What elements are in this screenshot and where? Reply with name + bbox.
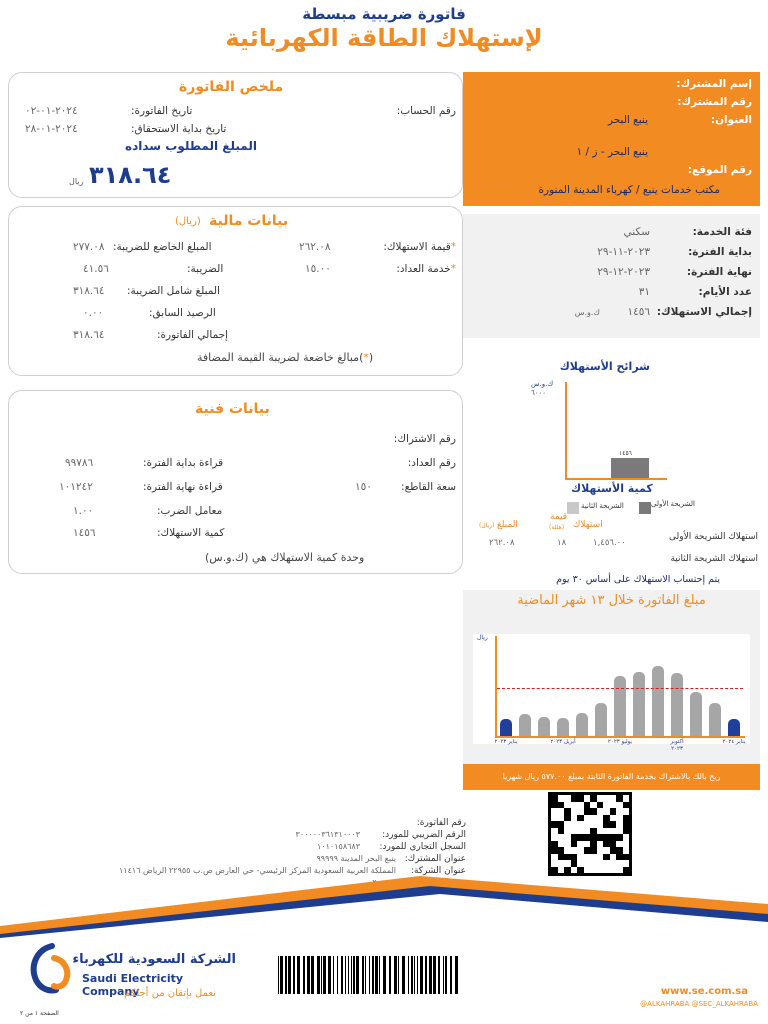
legend-second: الشريحة الثانية (581, 502, 624, 510)
consumption-qty-value: ١٤٥٦ (73, 527, 96, 539)
address-label: العنوان: (710, 114, 752, 126)
location-label: رقم الموقع: (687, 164, 752, 176)
total-consumption-unit: ك.و.س (574, 308, 600, 317)
legend-second-swatch (567, 502, 579, 514)
summary-card (8, 72, 463, 198)
start-reading-label: قراءة بداية الفترة: (143, 457, 224, 469)
col-amount-sub: (ريال) (479, 522, 495, 529)
taxable-value: ٢٧٧.٠٨ (73, 241, 105, 253)
prev-balance-label: الرصيد السابق: (149, 307, 216, 319)
footer-band (0, 866, 768, 946)
row1-label: استهلاك الشريحة الأولى (668, 532, 758, 542)
category-value: سكني (623, 226, 650, 238)
history-bar (576, 713, 588, 736)
history-reference-line (497, 688, 743, 689)
company-name-en: Saudi Electricity Company (82, 972, 184, 998)
history-bar (633, 672, 645, 736)
history-tick-label: يناير ٢٠٢٣ (494, 739, 518, 745)
social-handles: @ALKAHRABA @SEC_ALKAHRABA (640, 1000, 758, 1008)
financial-title-unit: (ريال) (175, 216, 201, 227)
qr-code (548, 792, 632, 876)
financial-card (8, 206, 463, 376)
company-logo (20, 938, 240, 1008)
vat-note: (*)مبالغ خاضعة لضريبة القيمة المضافة (197, 351, 374, 364)
consumption-qty-label: كمية الاستهلاك: (157, 527, 225, 539)
vat-label: الرقم الضريبي للمورد: (382, 830, 466, 840)
history-tick-label: يناير ٢٠٢٤ (722, 739, 746, 745)
history-bar (728, 719, 740, 736)
cr-value: ١٠١٠١٥٨٦٨٣ (317, 842, 360, 851)
col-price-sub: (هللة) (549, 524, 565, 531)
row1-amount: ٢٦٢.٠٨ (489, 538, 515, 548)
invoice-title: لإستهلاك الطاقة الكهربائية (225, 24, 543, 52)
end-reading-value: ١٠١٢٤٢ (59, 481, 93, 493)
days-label: عدد الأيام: (698, 286, 752, 298)
history-ylabel: ريال (477, 634, 488, 641)
tiers-chart (463, 348, 760, 588)
subscription-label: رقم الاشتراك: (393, 433, 456, 445)
end-reading-label: قراءة نهاية الفترة: (143, 481, 223, 493)
history-tick-label: يوليو ٢٠٢٣ (607, 739, 633, 745)
vat-value: ٣٠٠٠٠٠٣٦١٣١٠٠٠٣ (295, 830, 360, 839)
cr-label: السجل التجاري للمورد: (379, 842, 466, 852)
amount-due-label: المبلغ المطلوب سداده (125, 139, 257, 153)
website: www.se.com.sa (660, 986, 748, 997)
col-amount: المبلغ (497, 520, 518, 530)
history-bar (519, 714, 531, 736)
history-tick-label: أكتوبر ٢٠٢٣ (670, 739, 684, 752)
total-consumption-value: ١٤٥٦ (627, 306, 650, 318)
unit-note: وحدة كمية الاستهلاك هي (ك.و.س) (205, 551, 365, 564)
technical-title: بيانات فنية (195, 401, 270, 417)
history-bar (709, 703, 721, 736)
tiers-y-axis (565, 382, 567, 478)
due-date-value: ٢٠٢٤-٠١-٢٨ (25, 123, 78, 135)
account-label: رقم الحساب: (396, 105, 456, 117)
history-bar (500, 719, 512, 736)
page-number: الصفحة ١ من ٢ (20, 1010, 59, 1017)
invoice-date-label: تاريخ الفاتورة: (131, 105, 193, 117)
subscriber-box (463, 72, 760, 206)
meter-service-label: *خدمة العداد: (396, 263, 456, 275)
address-value: ينبع البحر (607, 114, 648, 126)
period-end-label: نهاية الفترة: (686, 266, 752, 278)
tiers-y-max: ٦٠٠٠ (531, 389, 547, 397)
consumption-value-label: *قيمة الاستهلاك: (383, 241, 456, 253)
days-value: ٣١ (638, 286, 650, 298)
technical-card (8, 390, 463, 574)
col-price: قيمة (550, 512, 568, 522)
legend-first-swatch (639, 502, 651, 514)
barcode-bars (278, 956, 488, 994)
company-slogan: نعمل بإتقان من أجلكم (124, 988, 216, 999)
period-end-value: ٢٠٢٣-١٢-٢٩ (597, 266, 650, 278)
company-addr-value: المملكة العربية السعودية المركز الرئيسي- حي العارض ص.ب ٢٢٩٥٥ الرياض ١١٤١٦ (119, 866, 396, 875)
tiers-bar-label: ١٤٥٦ (619, 450, 632, 457)
amount-due-value: ٣١٨.٦٤ (89, 161, 172, 189)
tiers-x-axis (565, 478, 667, 480)
promo-banner: ربح بالك بالاشتراك بخدمة الفاتورة الثابتة بمبلغ ٥٧٧.٠٠ ريال شهريا (463, 764, 760, 790)
history-bar (614, 676, 626, 736)
address-extra: ينبع البحر - ز / ١ (576, 146, 648, 158)
history-plot (473, 634, 750, 752)
total-invoice-label: إجمالي الفاتورة: (157, 329, 229, 341)
financial-title: بيانات مالية (209, 213, 289, 229)
taxable-label: المبلغ الخاضع للضريبة: (113, 241, 212, 253)
history-bar (595, 703, 607, 736)
service-office: مكتب خدمات ينبع / كهرباء المدينة المنورة (538, 184, 720, 196)
tax-value: ٤١.٥٦ (83, 263, 109, 275)
history-title: مبلغ الفاتورة خلال ١٣ شهر الماضية (517, 593, 706, 608)
number-label: رقم المشترك: (677, 96, 752, 108)
sub-addr-label: عنوان المشترك: (404, 854, 466, 864)
history-bar (652, 666, 664, 736)
col-consumption: استهلاك (573, 520, 603, 530)
meter-service-value: ١٥.٠٠ (305, 263, 331, 275)
breaker-value: ١٥٠ (355, 481, 372, 493)
due-date-label: تاريخ بداية الاستحقاق: (131, 123, 227, 135)
multiplier-label: معامل الضرب: (157, 505, 223, 517)
tiers-bar (611, 458, 649, 478)
sub-addr-value: ينبع البحر المدينة ٩٩٩٩٩ (316, 854, 396, 863)
tiers-title: شرائح الأستهلاك (559, 360, 650, 373)
row1-consumption: ١,٤٥٦.٠٠ (593, 538, 626, 548)
incl-tax-value: ٣١٨.٦٤ (73, 285, 105, 297)
tax-label: الضريبة: (187, 263, 224, 275)
company-name-ar: الشركة السعودية للكهرباء (72, 952, 236, 967)
history-bar (671, 673, 683, 736)
row1-price: ١٨ (557, 538, 567, 548)
consumption-value: ٢٦٢.٠٨ (299, 241, 331, 253)
history-tick-label: أبريل ٢٠٢٣ (550, 739, 576, 745)
legend-first: الشريحة الأولى (651, 500, 695, 508)
history-chart (463, 590, 760, 790)
row2-label: استهلاك الشريحة الثانية (670, 554, 758, 564)
service-info-box (463, 214, 760, 338)
prev-balance-value: ٠.٠٠ (83, 307, 104, 319)
multiplier-value: ١.٠٠ (73, 505, 94, 517)
incl-tax-label: المبلغ شامل الضريبة: (127, 285, 220, 297)
currency-label: ريال (69, 177, 84, 186)
sec-logo-icon (24, 940, 80, 1000)
history-bar (557, 718, 569, 736)
barcode (278, 956, 488, 1008)
invoice-date-value: ٢٠٢٤-٠١-٠٢ (25, 105, 78, 117)
history-bars (497, 636, 743, 736)
summary-title: ملخص الفاتورة (179, 79, 284, 95)
start-reading-value: ٩٩٧٨٦ (65, 457, 94, 469)
company-addr-label: عنوان الشركة: (410, 866, 466, 876)
breaker-label: سعة القاطع: (401, 481, 456, 493)
period-start-label: بداية الفترة: (688, 246, 752, 258)
category-label: فئة الخدمة: (692, 226, 752, 238)
total-consumption-label: إجمالي الاستهلاك: (656, 306, 752, 318)
history-bar (690, 692, 702, 736)
history-x-ticks (494, 737, 746, 757)
name-label: إسم المشترك: (676, 78, 752, 90)
meter-label: رقم العداد: (407, 457, 456, 469)
tiers-x-title: كمية الأستهلاك (571, 482, 653, 495)
total-invoice-value: ٣١٨.٦٤ (73, 329, 105, 341)
period-start-value: ٢٠٢٣-١١-٢٩ (597, 246, 650, 258)
basis-note: يتم إحتساب الاستهلاك على أساس ٣٠ يوم (556, 574, 720, 585)
history-bar (538, 717, 550, 736)
invoice-subtitle: فاتورة ضريبية مبسطة (302, 5, 466, 23)
tiers-y-unit: ك.و.س (531, 380, 554, 388)
invoice-no-label: رقم الفاتورة: (416, 818, 466, 828)
